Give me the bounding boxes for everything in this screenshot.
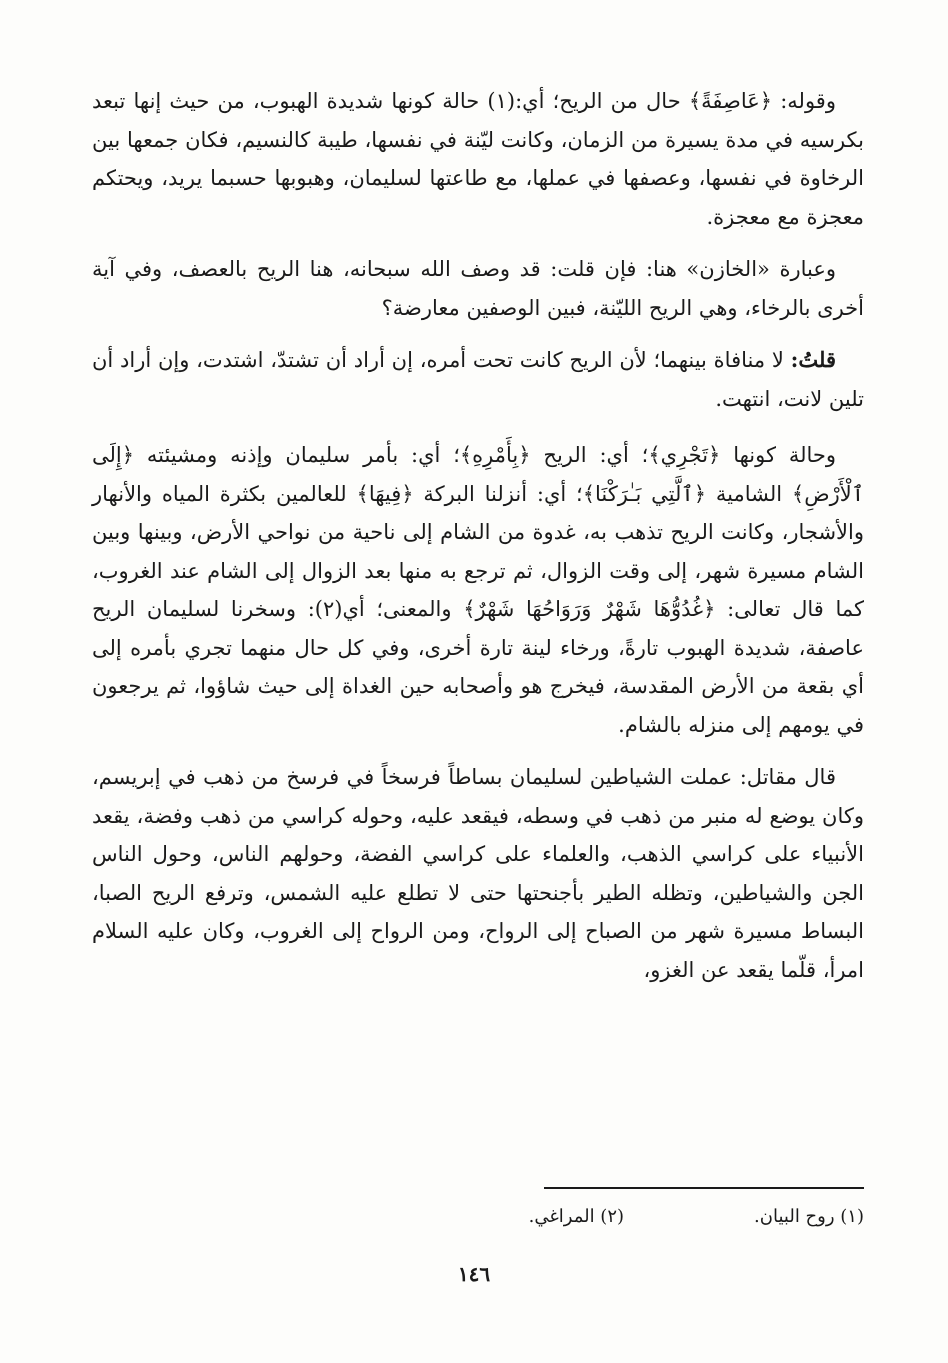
footnote-2: (٢) المراغي. [528,1206,625,1227]
qult-label: قلتُ: [790,347,836,372]
paragraph-3 [92,341,864,418]
paragraph-3-text: لا منافاة بينهما؛ لأن الريح كانت تحت أمره، إن أراد أن تشتدّ، اشتدت، وإن أراد أن تلين لانت، انتهت. [92,348,864,411]
paragraph-1: وقوله: ﴿عَاصِفَةً﴾ حال من الريح؛ أي:(١) حالة كونها شديدة الهبوب، من حيث إنها تبعد بكرسيه في مدة يسيرة من الزمان، وكانت ليّنة في نفسها، طيبة كالنسيم، فكان جمعها بين الرخاوة في نفسها، وعصفها في عملها، مع طاعتها لسليمان، وهبوبها حسبما يريد، ويحتكم معجزة مع معجزة. [92,89,864,229]
paragraph-5: قال مقاتل: عملت الشياطين لسليمان بساطاً فرسخاً في فرسخ من ذهب في إبريسم، وكان يوضع له منبر من ذهب في وسطه، فيقعد عليه، وحوله كراسي من ذهب وفضة، يقعد الأنبياء على كراسي الذهب، والعلماء على كراسي الفضة، وحولهم الناس، وحول الناس الجن والشياطين، وتظله الطير بأجنحتها حتى لا تطلع عليه الشمس، وترفع الريح الصبا، البساط مسيرة شهر من الصباح إلى الرواح، ومن الرواح إلى الغروب، وكان عليه السلام امرأ، قلّما يقعد عن الغزو، [92,765,864,982]
main-text [92,82,864,1003]
footnotes [300,1203,864,1231]
page-number: ١٤٦ [457,1262,491,1286]
footnote-divider [544,1187,864,1189]
paragraph-4: وحالة كونها ﴿تَجْرِي﴾؛ أي: الريح ﴿بِأَمْرِهِ﴾؛ أي: بأمر سليمان وإذنه ومشيئته ﴿إِلَى ٱلْأَرْضِ﴾ الشامية ﴿ٱلَّتِي بَـٰرَكْنَا﴾؛ أي: أنزلنا البركة ﴿فِيهَا﴾ للعالمين بكثرة المياه والأنهار والأشجار، وكانت الريح تذهب به، غدوة من الشام إلى ناحية من نواحي الأرض، وبينها وبين الشام مسيرة شهر، إلى وقت الزوال، ثم ترجع به منها بعد الزوال إلى الشام عند الغروب، كما قال تعالى: ﴿غُدُوُّهَا شَهْرٌ وَرَوَاحُهَا شَهْرٌ﴾ والمعنى؛ أي(٢): وسخرنا لسليمان الريح عاصفة، شديدة الهبوب تارةً، ورخاء لينة تارة أخرى، وفي كل حال منهما تجري بأمره إلى أي بقعة من الأرض المقدسة، فيخرج هو وأصحابه حين الغداة إلى حيث شاؤوا، ثم يرجعون في يومهم إلى منزله بالشام. [92,443,864,737]
footnote-1: (١) روح البيان. [754,1206,864,1227]
paragraph-2: وعبارة «الخازن» هنا: فإن قلت: قد وصف الله سبحانه، هنا الريح بالعصف، وفي آية أخرى بالرخاء، وهي الريح الليّنة، فبين الوصفين معارضة؟ [92,257,864,320]
